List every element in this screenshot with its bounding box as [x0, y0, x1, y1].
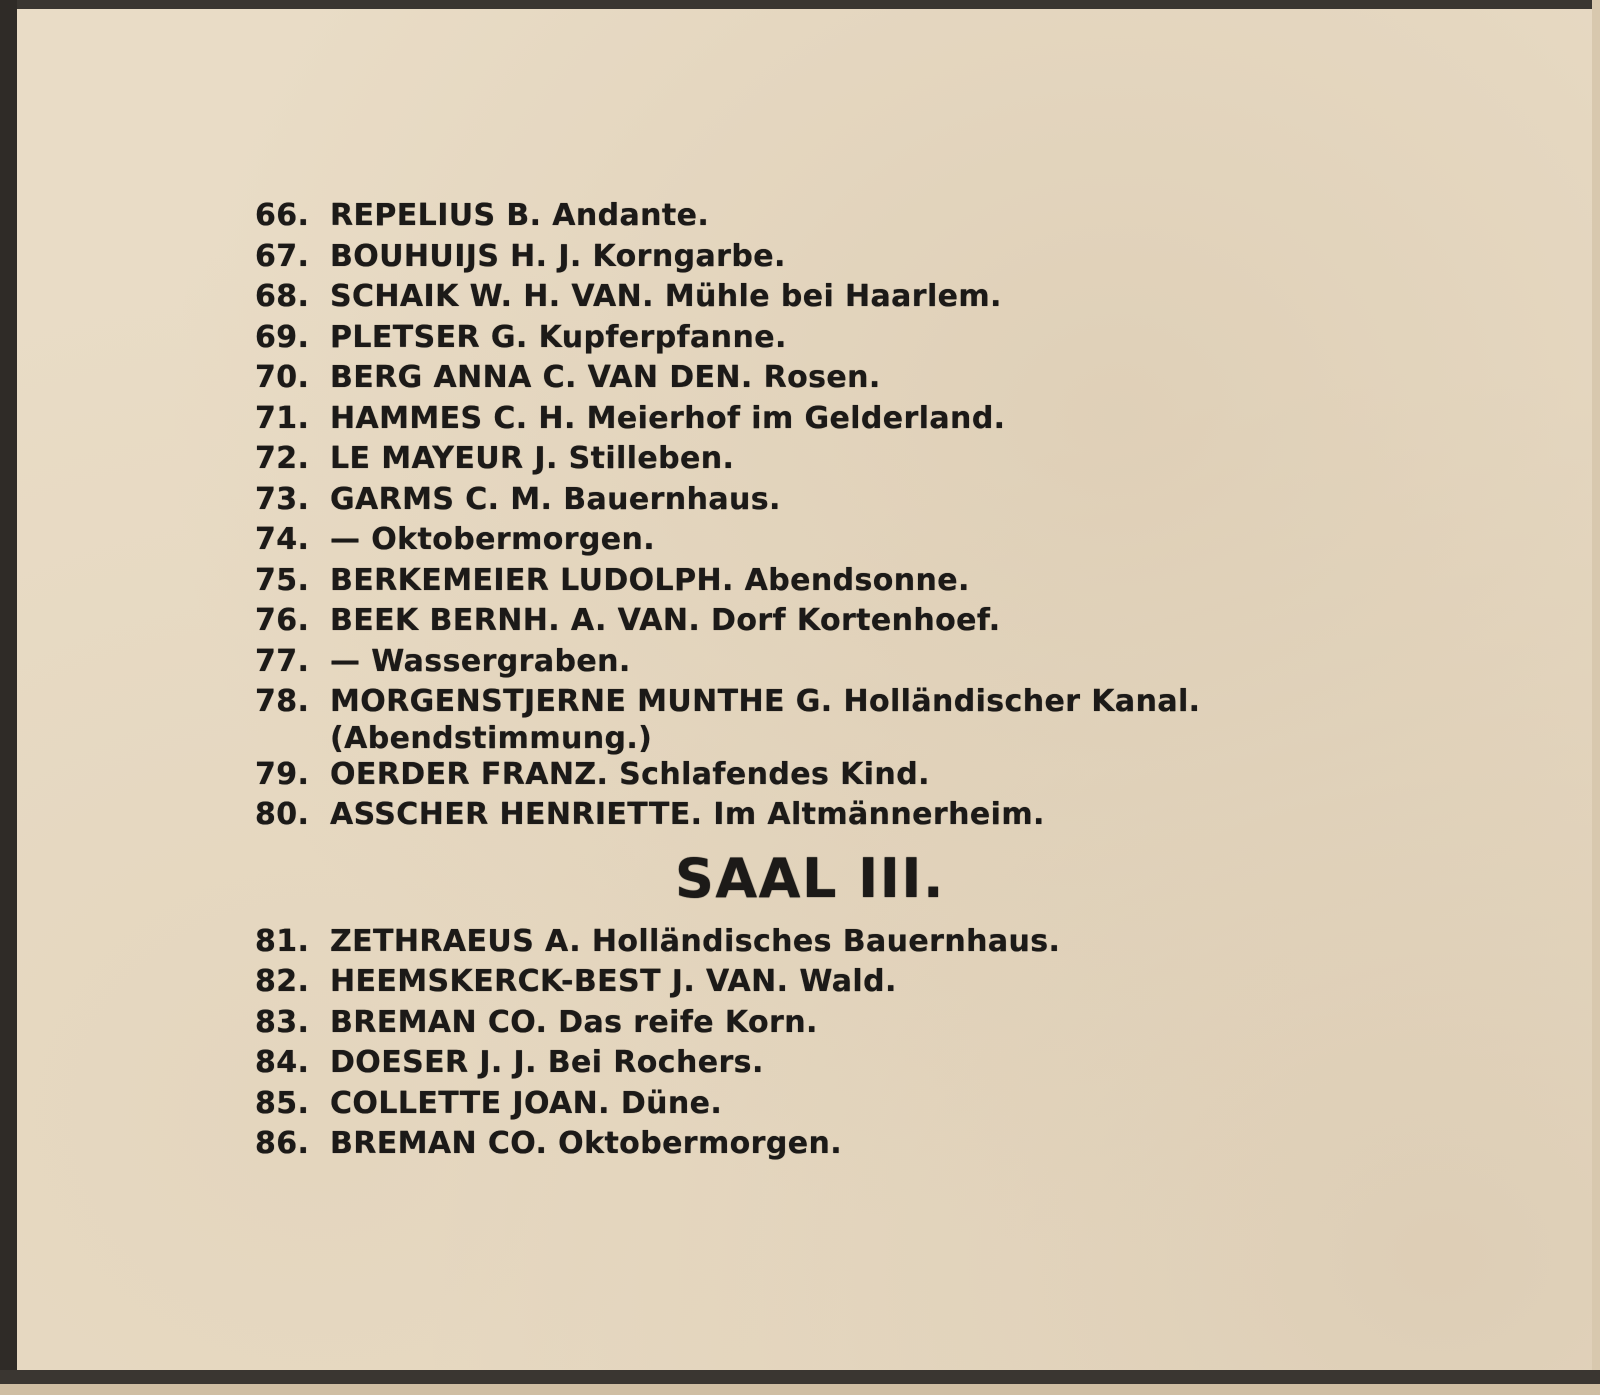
catalog-entry-82 — [255, 962, 1375, 1003]
entry-text: BERG ANNA C. VAN DEN. Rosen. — [330, 360, 881, 395]
entry-text: ZETHRAEUS A. Holländisches Bauernhaus. — [330, 923, 1061, 959]
entry-number: 77. — [255, 643, 310, 679]
entry-text: COLLETTE JOAN. Düne. — [330, 1085, 723, 1121]
catalog-entry-74 — [255, 520, 1375, 561]
entry-text: HEEMSKERCK-BEST J. VAN. Wald. — [330, 964, 897, 999]
entry-number: 85. — [255, 1085, 310, 1121]
frame-left-border — [0, 0, 17, 1395]
catalog-entry-73 — [255, 480, 1375, 521]
entry-number: 81. — [255, 923, 310, 959]
catalog-entry-83 — [255, 1003, 1375, 1044]
entry-number: 75. — [255, 562, 310, 598]
entry-number: 73. — [255, 481, 310, 517]
catalog-entry-75 — [255, 561, 1375, 602]
catalog-entry-85 — [255, 1084, 1375, 1125]
entry-number: 72. — [255, 441, 310, 476]
catalog-entry-84 — [255, 1043, 1375, 1084]
frame-bottom-paper-edge — [0, 1384, 1600, 1395]
entry-number: 68. — [255, 279, 310, 314]
frame-top-border — [0, 0, 1600, 9]
entry-text-wrapper — [330, 682, 1375, 755]
entry-text: MORGENSTJERNE MUNTHE G. Holländischer Kanal. — [330, 684, 1201, 719]
entry-number: 82. — [255, 964, 310, 999]
catalog-entry-71 — [255, 399, 1375, 440]
catalog-entry-70 — [255, 358, 1375, 399]
entry-number: 83. — [255, 1004, 310, 1040]
entry-number: 76. — [255, 603, 310, 638]
catalog-entry-66 — [255, 196, 1375, 237]
entry-text: SCHAIK W. H. VAN. Mühle bei Haarlem. — [330, 279, 1002, 314]
section-heading: SAAL III. — [675, 846, 945, 910]
entry-number: 69. — [255, 319, 310, 355]
catalog-entry-80 — [255, 795, 1375, 836]
entry-number: 78. — [255, 684, 310, 719]
catalog-entry-77 — [255, 642, 1375, 683]
catalog-entry-67 — [255, 237, 1375, 278]
catalog-entry-86 — [255, 1124, 1375, 1165]
entry-number: 79. — [255, 756, 310, 792]
entry-text: BREMAN CO. Oktobermorgen. — [330, 1126, 843, 1161]
entry-number: 84. — [255, 1045, 310, 1080]
frame-right-edge — [1592, 0, 1600, 1395]
entry-text: ASSCHER HENRIETTE. Im Altmännerheim. — [330, 797, 1045, 832]
entry-number: 66. — [255, 198, 310, 233]
entry-number: 67. — [255, 238, 310, 274]
catalog-entry-69 — [255, 318, 1375, 359]
entry-text: BERKEMEIER LUDOLPH. Abendsonne. — [330, 562, 970, 598]
entry-text: PLETSER G. Kupferpfanne. — [330, 319, 787, 355]
catalog-entry-68 — [255, 277, 1375, 318]
catalog-entry-81 — [255, 922, 1375, 963]
entry-text: BREMAN CO. Das reife Korn. — [330, 1004, 818, 1040]
catalog-entry-76 — [255, 601, 1375, 642]
catalog-list — [255, 196, 1375, 1165]
catalog-entry-78 — [255, 682, 1375, 755]
entry-text-continuation: (Abendstimmung.) — [330, 720, 653, 756]
entry-text: OERDER FRANZ. Schlafendes Kind. — [330, 756, 930, 792]
entry-text: BOUHUIJS H. J. Korngarbe. — [330, 238, 786, 274]
entry-number: 74. — [255, 522, 310, 557]
entry-number: 80. — [255, 797, 310, 832]
entry-text: GARMS C. M. Bauernhaus. — [330, 481, 781, 517]
entry-text: DOESER J. J. Bei Rochers. — [330, 1045, 764, 1080]
catalog-entry-72 — [255, 439, 1375, 480]
entry-text: LE MAYEUR J. Stilleben. — [330, 441, 735, 476]
entry-text: HAMMES C. H. Meierhof im Gelderland. — [330, 400, 1006, 436]
entry-number: 70. — [255, 360, 310, 395]
catalog-entry-79 — [255, 755, 1375, 796]
entry-text: REPELIUS B. Andante. — [330, 198, 710, 233]
entry-text: BEEK BERNH. A. VAN. Dorf Kortenhoef. — [330, 603, 1001, 638]
entry-number: 86. — [255, 1126, 310, 1161]
entry-number: 71. — [255, 400, 310, 436]
entry-text: — Oktobermorgen. — [330, 522, 656, 557]
entry-text: — Wassergraben. — [330, 643, 631, 679]
